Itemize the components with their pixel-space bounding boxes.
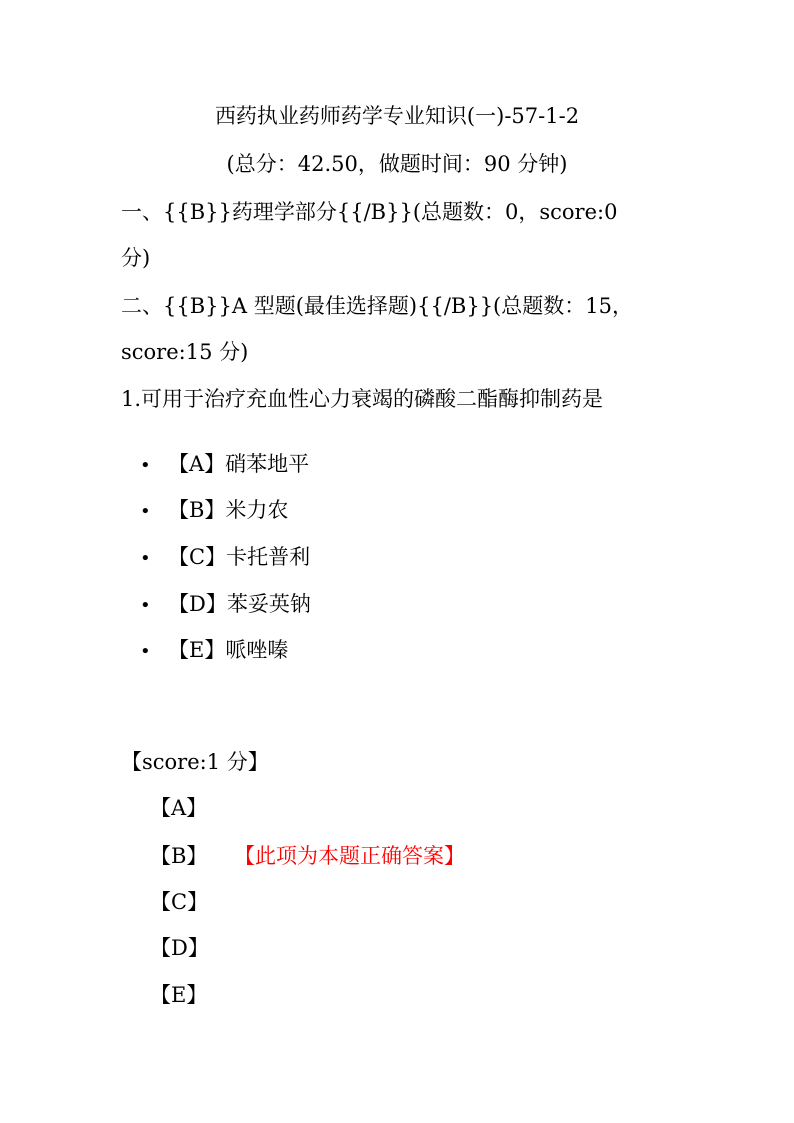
exam-info: (总分：42.50，做题时间：90 分钟): [226, 152, 568, 176]
option-b: [140, 494, 288, 524]
option-a: [140, 448, 309, 478]
option-c-text: 【C】卡托普利: [168, 545, 311, 569]
option-d: [140, 588, 311, 618]
option-e-text: 【E】哌唑嗪: [168, 638, 289, 662]
section-one-heading: 一、{{B}}药理学部分{{/B}}(总题数：0，score:0: [121, 200, 618, 224]
answer-label-b: 【B】: [150, 844, 208, 868]
option-e: [140, 634, 288, 664]
answer-label-a: 【A】: [150, 796, 208, 820]
bullet-icon: •: [140, 501, 151, 522]
bullet-icon: •: [140, 455, 151, 476]
section-two-heading: 二、{{B}}A 型题(最佳选择题){{/B}}(总题数：15，: [121, 294, 633, 318]
section-one-heading-cont: 分): [121, 246, 151, 270]
correct-answer-note: 【此项为本题正确答案】: [234, 844, 465, 868]
option-c: [140, 541, 310, 571]
answer-label-d: 【D】: [150, 936, 209, 960]
answer-score: 【score:1 分】: [121, 750, 269, 774]
section-two-heading-cont: score:15 分): [121, 340, 249, 364]
option-a-text: 【A】硝苯地平: [168, 452, 310, 476]
bullet-icon: •: [140, 595, 151, 616]
answer-label-e: 【E】: [150, 983, 208, 1007]
page-title: 西药执业药师药学专业知识(一)-57-1-2: [214, 104, 580, 128]
option-d-text: 【D】苯妥英钠: [168, 592, 311, 616]
question-stem: 1.可用于治疗充血性心力衰竭的磷酸二酯酶抑制药是: [121, 387, 604, 411]
answer-label-c: 【C】: [150, 890, 209, 914]
bullet-icon: •: [140, 641, 151, 662]
bullet-icon: •: [140, 548, 151, 569]
option-b-text: 【B】米力农: [168, 498, 289, 522]
